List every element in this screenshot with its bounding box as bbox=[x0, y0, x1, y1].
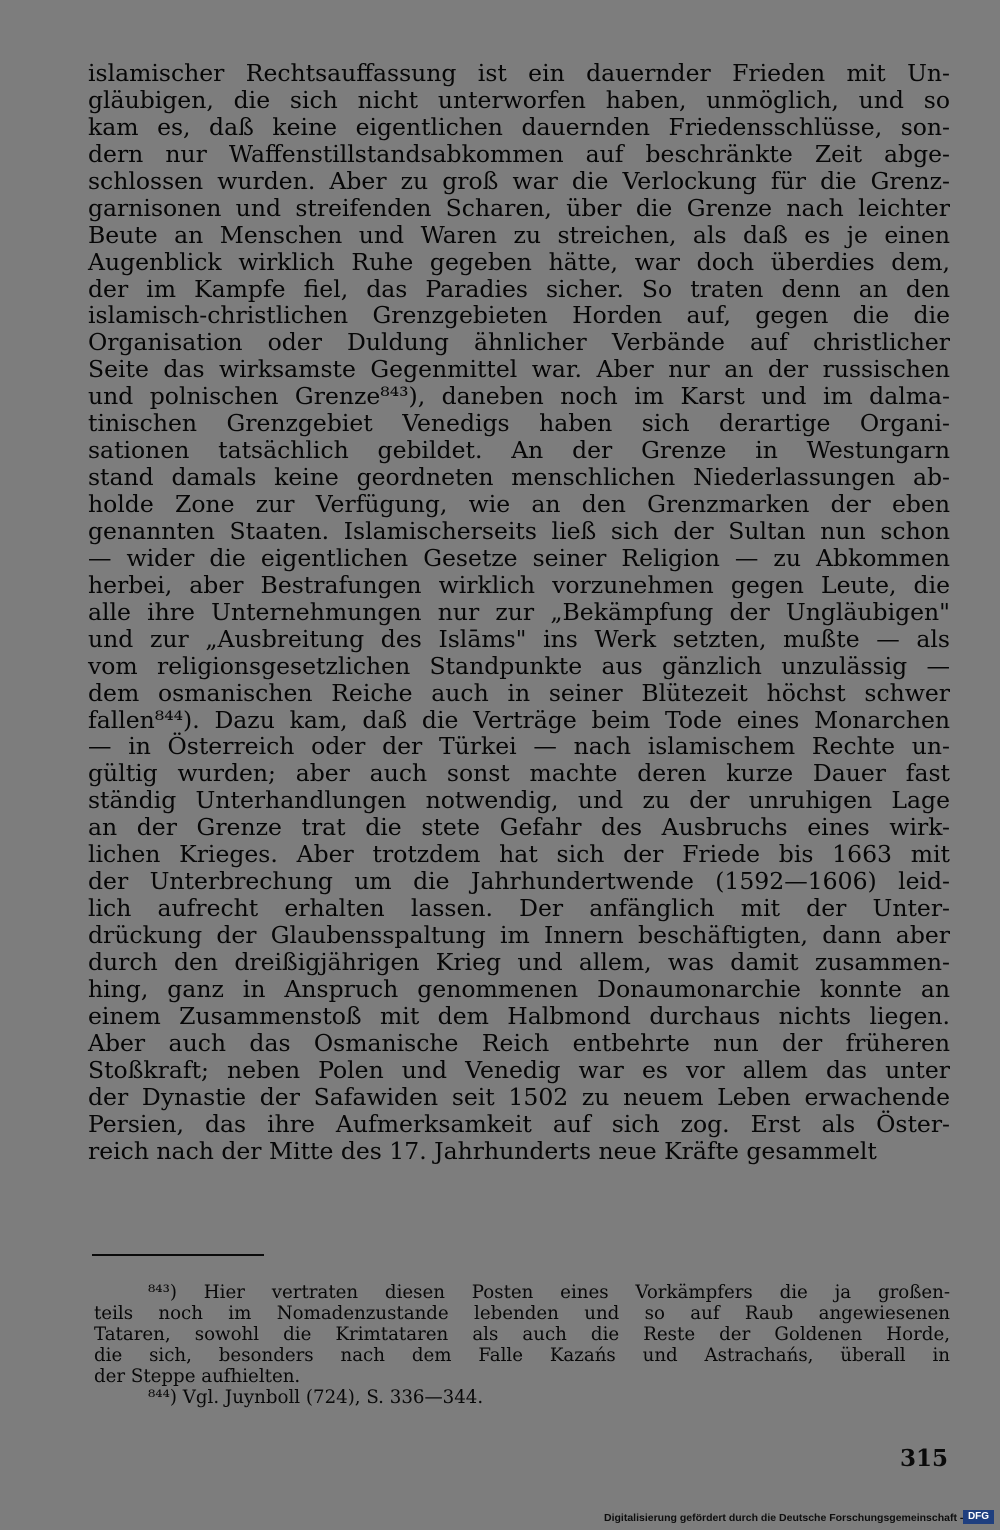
text-line: Stoßkraft; neben Polen und Venedig war es vor allem das unter bbox=[88, 1055, 950, 1084]
text-line: der Unterbrechung um die Jahrhundertwende (1592—1606) leid- bbox=[88, 867, 950, 896]
text-line: einem Zusammenstoß mit dem Halbmond durchaus nichts liegen. bbox=[88, 1001, 950, 1030]
text-line: gültig wurden; aber auch sonst machte deren kurze Dauer fast bbox=[88, 759, 950, 788]
text-line: herbei, aber Bestrafungen wirklich vorzunehmen gegen Leute, die bbox=[88, 570, 950, 599]
text-line: Persien, das ihre Aufmerksamkeit auf sich zog. Erst als Öster- bbox=[88, 1109, 950, 1138]
text-line: fallen⁸⁴⁴). Dazu kam, daß die Verträge beim Tode eines Monarchen bbox=[88, 705, 950, 734]
text-line: alle ihre Unternehmungen nur zur „Bekämpfung der Ungläubigen" bbox=[88, 597, 950, 626]
text-line: und zur „Ausbreitung des Islāms" ins Werk setzten, mußte — als bbox=[88, 624, 950, 653]
text-line: hing, ganz in Anspruch genommenen Donaumonarchie konnte an bbox=[88, 974, 950, 1003]
footnote-line: die sich, besonders nach dem Falle Kazańs und Astrachańs, überall in bbox=[94, 1345, 950, 1367]
text-line: reich nach der Mitte des 17. Jahrhunderts neue Kräfte gesammelt bbox=[88, 1136, 877, 1165]
text-line: kam es, daß keine eigentlichen dauernden Friedensschlüsse, son- bbox=[88, 112, 950, 141]
text-line: der im Kampfe fiel, das Paradies sicher. So traten denn an den bbox=[88, 274, 950, 303]
footnotes bbox=[94, 1282, 950, 1409]
text-line: schlossen wurden. Aber zu groß war die Verlockung für die Grenz- bbox=[88, 166, 950, 195]
footnote-separator-rule bbox=[92, 1254, 264, 1256]
dfg-logo-icon: DFG bbox=[963, 1510, 994, 1524]
text-line: gläubigen, die sich nicht unterworfen haben, unmöglich, und so bbox=[88, 85, 950, 114]
text-line: lich aufrecht erhalten lassen. Der anfänglich mit der Unter- bbox=[88, 894, 950, 923]
text-line: der Dynastie der Safawiden seit 1502 zu neuem Leben erwachende bbox=[88, 1082, 950, 1111]
text-line: islamisch-christlichen Grenzgebieten Horden auf, gegen die die bbox=[88, 301, 950, 330]
text-line: drückung der Glaubensspaltung im Innern beschäftigten, dann aber bbox=[88, 921, 950, 949]
text-line: Aber auch das Osmanische Reich entbehrte nun der früheren bbox=[88, 1028, 950, 1057]
text-line: Augenblick wirklich Ruhe gegeben hätte, war doch überdies dem, bbox=[88, 247, 950, 276]
page-number: 315 bbox=[899, 1445, 948, 1472]
text-line: — wider die eigentlichen Gesetze seiner Religion — zu Abkommen bbox=[88, 543, 950, 572]
text-line: Beute an Menschen und Waren zu streichen, als daß es je einen bbox=[88, 220, 950, 249]
footnote bbox=[94, 1282, 950, 1387]
text-line: tinischen Grenzgebiet Venedigs haben sich derartige Organi- bbox=[88, 409, 950, 438]
text-line: stand damals keine geordneten menschlichen Niederlassungen ab- bbox=[88, 463, 950, 492]
text-line: durch den dreißigjährigen Krieg und allem, was damit zusammen- bbox=[88, 947, 950, 976]
footnote-line: der Steppe aufhielten. bbox=[94, 1366, 301, 1388]
text-line: Organisation oder Duldung ähnlicher Verbände auf christlicher bbox=[88, 328, 950, 357]
text-line: dern nur Waffenstillstandsabkommen auf beschränkte Zeit abge- bbox=[88, 139, 950, 168]
text-line: — in Österreich oder der Türkei — nach islamischem Rechte un- bbox=[88, 732, 950, 761]
text-line: dem osmanischen Reiche auch in seiner Blütezeit höchst schwer bbox=[88, 678, 950, 707]
text-line: und polnischen Grenze⁸⁴³), daneben noch im Karst und im dalma- bbox=[88, 382, 950, 411]
footnote-line: teils noch im Nomadenzustande lebenden und so auf Raub angewiesenen bbox=[94, 1303, 950, 1325]
text-line: an der Grenze trat die stete Gefahr des Ausbruchs eines wirk- bbox=[88, 813, 950, 842]
text-line: lichen Krieges. Aber trotzdem hat sich der Friede bis 1663 mit bbox=[88, 840, 950, 869]
text-line: garnisonen und streifenden Scharen, über die Grenze nach leichter bbox=[88, 193, 950, 222]
text-line: genannten Staaten. Islamischerseits ließ sich der Sultan nun schon bbox=[88, 516, 950, 545]
text-line: vom religionsgesetzlichen Standpunkte aus gänzlich unzulässig — bbox=[88, 651, 950, 680]
text-line: Seite das wirksamste Gegenmittel war. Aber nur an der russischen bbox=[88, 355, 950, 384]
footnote-line: ⁸⁴⁴) Vgl. Juynboll (724), S. 336—344. bbox=[148, 1387, 484, 1409]
text-line: ständig Unterhandlungen notwendig, und zu der unruhigen Lage bbox=[88, 786, 950, 815]
text-line: sationen tatsächlich gebildet. An der Grenze in Westungarn bbox=[88, 436, 950, 465]
footnote bbox=[94, 1387, 950, 1408]
body-text bbox=[88, 60, 950, 1164]
footnote-line: Tataren, sowohl die Krimtataren als auch die Reste der Goldenen Horde, bbox=[94, 1324, 950, 1346]
text-line: holde Zone zur Verfügung, wie an den Grenzmarken der eben bbox=[88, 490, 950, 518]
footnote-line: ⁸⁴³) Hier vertraten diesen Posten eines Vorkämpfers die ja großen- bbox=[148, 1282, 950, 1303]
digitization-credit: Digitalisierung gefördert durch die Deutsche Forschungsgemeinschaft - bbox=[604, 1512, 964, 1524]
text-line: islamischer Rechtsauffassung ist ein dauernder Frieden mit Un- bbox=[88, 59, 950, 87]
